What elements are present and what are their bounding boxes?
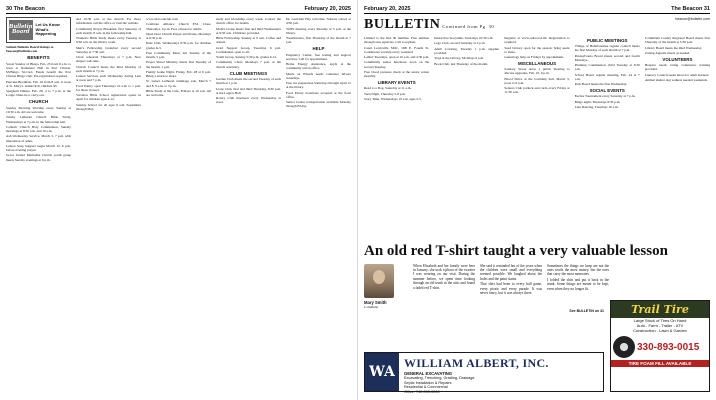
listing: TOPS meeting every Monday at 5 p.m. at the library. bbox=[286, 26, 351, 35]
listing: Free Community Meal, last Sunday of the month, 5 p.m. bbox=[146, 50, 211, 59]
ad-business-name: WILLIAM ALBERT, INC. bbox=[404, 356, 549, 370]
listing: Lions Club, first and third Thursday, 6:30 p.m. at the Legion Hall. bbox=[216, 86, 281, 95]
listing: Zoning Appeals meets as needed. bbox=[644, 50, 691, 55]
ad-line: Septic Installation & Repairs bbox=[404, 380, 452, 385]
listing: Sunday Morning Worship every Sunday at 10:30 a.m. All are welcome. bbox=[6, 105, 71, 115]
listing: Free blood pressure check at the senior center monthly. bbox=[364, 69, 430, 78]
listing: Pregnancy Center, free testing and support services. Call for appointment. bbox=[286, 52, 351, 61]
listing: Ladies' Tuesdays, open at 10 a.m. and 2:30 p.m. bbox=[364, 55, 430, 59]
page-number: 30 bbox=[6, 6, 13, 12]
ad-subtitle bbox=[611, 318, 709, 334]
section-heading-library: LIBRARY EVENTS bbox=[377, 80, 416, 86]
column-1 bbox=[364, 36, 429, 226]
listing: Hospice needs caring volunteers; training provided. bbox=[644, 63, 711, 72]
listing: Dr. Gretchen Hay welcome. Nations school at 4:30 p.m. bbox=[286, 17, 351, 26]
story-col-1 bbox=[413, 264, 475, 309]
submit-note: Submit Bulletin Board listings to beacon@bulletin.com bbox=[6, 45, 54, 54]
listing: Register at www.oakwood.lib. Registration is required. bbox=[504, 36, 570, 45]
listing: study and friendship every week. Contact the church office for details. bbox=[216, 17, 281, 26]
page-right bbox=[358, 0, 716, 400]
tire-icon bbox=[613, 336, 635, 358]
listing: Bible Study at the Cafe, Fridays at 10 a.m. All are welcome. bbox=[146, 88, 211, 97]
author-role: Columnist bbox=[364, 304, 379, 309]
section-heading-misc: MISCELLANEOUS bbox=[517, 61, 557, 67]
listing: Planning Commission, third Tuesday at 6:30 p.m. bbox=[574, 63, 640, 72]
column-2 bbox=[434, 36, 499, 226]
listing: Interactive Storytime, Saturdays 10:30 a.m. bbox=[434, 36, 494, 40]
listing: Church Council meets the third Monday of each month at 7 p.m. bbox=[76, 64, 141, 73]
ad-line: Excavating, Trenching, Grading, Drainage bbox=[404, 376, 475, 380]
ad-phone-block bbox=[611, 334, 709, 360]
ad-line: Residential & Commercial bbox=[404, 385, 448, 390]
listing: and 10:30 a.m. at the church. For more information call the office or visit the website. bbox=[76, 17, 141, 26]
listing: Ash Wednesday Service, March 5, 7 p.m. with imposition of ashes. bbox=[6, 134, 71, 143]
listing: Library Board meets the third Wednesday. bbox=[644, 45, 703, 50]
column-4 bbox=[575, 36, 640, 226]
listing: Mom's Group meets first and third Wednesdays at 9:30 a.m. Childcare provided. bbox=[216, 26, 281, 35]
listing: Community Prayer Breakfast, first Saturday of each month, 8 a.m. in the fellowship hall. bbox=[76, 26, 141, 35]
author-photo bbox=[364, 264, 394, 298]
listing: Seniors Club potluck and cards every Friday at 11:30 a.m. bbox=[504, 86, 570, 95]
listing: Pennsylvania Board meets second and fourth Mondays. bbox=[574, 53, 640, 62]
listing: Community Choir, Mondays 7 p.m. at the church sanctuary. bbox=[216, 60, 281, 69]
listing: Food Pantry open Thursdays 10 a.m. to 1 p.m. for those in need. bbox=[76, 83, 141, 92]
listing: Seed Library open for the season; bring seeds to share. bbox=[504, 45, 570, 54]
listing: Genealogy help on Fridays by appointment. bbox=[504, 55, 564, 59]
bulletin-tagline: Let Us Know What's Happening bbox=[35, 22, 60, 37]
listing: Choir rehearsal Thursdays at 7 p.m. New singers welcome. bbox=[76, 55, 141, 64]
listing: Family Game Night, Friday, Feb. 28 at 6 p.m. Bring a snack to share. bbox=[146, 69, 211, 78]
ad-trail-tire[interactable] bbox=[610, 300, 710, 392]
listing: Adult Coloring, Tuesday 1 p.m. supplies provided. bbox=[434, 46, 500, 55]
listing: Vacation Bible School registration opens in April for children ages 4-12. bbox=[76, 93, 141, 102]
ad-content bbox=[399, 353, 603, 394]
listing: Food Pantry donations accepted at the front office. bbox=[286, 90, 351, 99]
listing: Line Dancing, Tuesdays 10 a.m. bbox=[574, 104, 619, 109]
story-col-3 bbox=[547, 264, 609, 309]
masthead-continued: Continued from Pg. 30 bbox=[442, 24, 495, 29]
trail-tire-logo: Trail Tire bbox=[611, 301, 709, 318]
story-paragraph: She said it reminded her of the years when the children were small and everything seemed possible. We laughed about the holes and the paint stains. bbox=[480, 263, 542, 281]
ad-phone: 330-893-0015 bbox=[637, 341, 700, 353]
listing: Limited to the first 30 families. Free seminar through area agencies. Call to register. bbox=[364, 36, 430, 45]
listing: Lenten Soup Suppers begin March 12, 6 p.m. before evening prayer. bbox=[6, 143, 71, 153]
section-heading-clubs: CLUB MEETINGS bbox=[229, 70, 268, 76]
paper-name: The Beacon bbox=[671, 6, 703, 12]
listing: Kidz Club, Wednesdays 6:30 p.m. for children grades K-5. bbox=[146, 41, 211, 50]
listing: Literacy Council seeks tutors for adult learners. bbox=[644, 72, 710, 77]
listing: Story Time, Wednesdays 10 a.m. ages 2-5. bbox=[364, 96, 422, 101]
columns-left bbox=[6, 17, 351, 163]
listing: Community senior luncheon, noon on the second Tuesday. bbox=[364, 60, 430, 69]
listing: Men's Fellowship breakfast every second Saturday at 7:30 a.m. bbox=[76, 45, 141, 54]
contact-email: beacon@bulletin.com bbox=[675, 17, 710, 21]
byline bbox=[364, 264, 408, 309]
column-4 bbox=[216, 17, 281, 163]
listing: Prayer Shawl Ministry meets first Tuesday of the month, 1 p.m. bbox=[146, 60, 211, 69]
listing: Garden Club meets the second Tuesday of each month at 1 p.m. bbox=[216, 77, 281, 86]
bulletin-logo bbox=[6, 17, 71, 43]
column-5 bbox=[645, 36, 710, 226]
masthead-title: BULLETIN bbox=[364, 17, 441, 32]
listing: Sweet Sunday of Bingo, Feb. 23 from 9 a.m. to noon at Nathanael Hall in Port Clinton. $5/Bingo: $1/card. Funds benefit the Port Clinton Bingo club. Pre-registration required. bbox=[6, 61, 71, 79]
issue-date: February 20, 2025 bbox=[364, 6, 411, 12]
story-col-2 bbox=[480, 264, 542, 309]
continued-line: See BULLETIN on 31 bbox=[569, 308, 604, 313]
listing: Village of Bellefontaine regular council meets the first Monday of each month at 7 p.m. bbox=[574, 44, 640, 53]
listing: Meals on Wheels needs volunteer drivers weekdays. bbox=[286, 71, 351, 80]
listing: Women's Bible Study meets every Tuesday at 9:30 a.m. in the library room. bbox=[76, 36, 141, 45]
listing: Book Club, last Thursday of the month. bbox=[434, 61, 489, 66]
ad-line: Large Stock of Tires On Hand bbox=[633, 318, 687, 323]
section-heading-volunteers: VOLUNTEERS bbox=[662, 57, 693, 62]
ad-subtitle: GENERAL EXCAVATING bbox=[404, 371, 453, 376]
ad-line: Construction - Lawn & Garden bbox=[633, 327, 687, 333]
column-3 bbox=[504, 36, 569, 226]
listing: Senior Center transportation available Monday through Friday. bbox=[286, 100, 351, 109]
listing: Teen Night, Thursday 5-8 p.m. bbox=[364, 91, 406, 96]
author-name: Mary Smith bbox=[364, 299, 387, 305]
folio-right bbox=[364, 4, 710, 14]
listing: Sunday School for all ages 9 a.m. September through May. bbox=[76, 102, 141, 111]
listing: St. Luke's Lutheran rummage sale, March 7 and 8, 9 a.m. to 3 p.m. bbox=[146, 79, 211, 88]
listing: Catholic Church Holy Communion, Sunday mornings at 8:30 a.m. and 10 a.m. bbox=[6, 124, 71, 134]
listing: Columbian County Regional Board meets first Thursday of the month at 5:30 p.m. bbox=[644, 36, 711, 45]
listing: Bible Fellowship, Sunday at 9 a.m. Coffee and donuts. bbox=[216, 36, 281, 45]
ad-services bbox=[404, 376, 598, 394]
ad-tagline: TIRE FOAM FILL AVAILABLE bbox=[611, 360, 709, 367]
ad-line: Office: 740-000-0000 bbox=[404, 389, 440, 394]
listing: Spaghetti Dinner, Feb. 28, 4 to 7 p.m. at the Lodge. Dine-in or carry-out. bbox=[6, 89, 71, 98]
column-5 bbox=[286, 17, 351, 163]
listing: Toastmasters, first Thursday of the month at 7 p.m. bbox=[286, 36, 351, 45]
listing: Canal Lewisville SMC, 16B E. Fourth St. Continuous worship every weekend. bbox=[364, 45, 430, 54]
story-paragraph: I folded the shirt and put it back in the trunk. Some things are meant to be kept, even when they no longer fit. bbox=[547, 277, 609, 291]
listing: Read to a Dog, Saturday at 11 a.m. bbox=[364, 86, 412, 91]
listing: Open Door Church Prayer and Praise, Mondays at 6:30 p.m. bbox=[146, 31, 211, 40]
listing: www.oh-bookclub.com bbox=[146, 17, 178, 21]
listing: Lego Club, second Saturday at 2 p.m. bbox=[434, 41, 486, 46]
section-heading-help: HELP bbox=[312, 46, 325, 52]
listing: Grief Support Group, Tuesdays 6 p.m. Confidential, open to all. bbox=[216, 45, 281, 54]
paper-name: The Beacon bbox=[13, 6, 45, 12]
bulletin-masthead bbox=[364, 17, 710, 33]
listing: School Board regular meeting, Feb. 24 at 7 p.m. bbox=[574, 72, 640, 81]
section-heading-public-meetings: PUBLIC MEETINGS bbox=[586, 38, 628, 43]
section-heading-church: CHURCH bbox=[28, 99, 49, 105]
wa-logo: WA bbox=[365, 353, 399, 391]
listing: Free tax preparation Saturdays through April 15 at the library. bbox=[286, 81, 351, 90]
listing: Grace United Methodist Church youth group meets Sunday evenings at 6 p.m. bbox=[6, 153, 71, 162]
story-headline: An old red T-shirt taught a very valuable lesson bbox=[364, 243, 668, 259]
listing: Yoga at the Library, Mondays 6 p.m. bbox=[434, 56, 485, 61]
listing: Blood Drive at the township hall, March 3, noon to 6 p.m. bbox=[504, 76, 570, 85]
listing: Bingo night, Thursdays 6:30 p.m. bbox=[574, 99, 621, 104]
listing: Pancake Breakfast, Feb. 22 from 8 a.m. to noon at St. Mary's. Adults $10, children $5. bbox=[6, 79, 71, 88]
listing: Park Board meets the first Wednesday. bbox=[574, 82, 627, 86]
section-heading-benefits: BENEFITS bbox=[27, 55, 50, 61]
ad-line: Auto - Farm - Trailer - ATV bbox=[636, 322, 684, 328]
story-paragraph: Sometimes the things we keep are not the ones worth the most money, but the ones that carry the most memories. bbox=[547, 263, 609, 277]
listing: Rotary Club luncheon every Wednesday at noon. bbox=[216, 96, 281, 105]
section-heading-social: SOCIAL EVENTS bbox=[589, 88, 625, 94]
listing: Celebrate Alliance Church ESL Class, Thursdays, 6 p.m. Free classes for adults. bbox=[146, 22, 211, 31]
bulletin-badge: Bulletin Board bbox=[9, 20, 33, 40]
story-paragraph: When Elizabeth and her family were here in January, she took a photo of the sweater I was wearing on our visit. During the summer before, we spent time looking through an old trunk in the attic and found a faded red T-shirt. bbox=[413, 263, 475, 290]
column-1 bbox=[6, 17, 71, 163]
listing: Euchre Tournament every Saturday at 7 p.m. bbox=[574, 94, 636, 99]
column-2 bbox=[76, 17, 141, 163]
page-number: 31 bbox=[703, 6, 710, 12]
ad-william-albert[interactable] bbox=[364, 352, 604, 392]
listing: Trinity Lutheran Church Bible Study, Wednesdays at 7 p.m. in the fellowship hall. bbox=[6, 115, 71, 124]
column-3 bbox=[146, 17, 211, 163]
story-paragraph: That shirt had been to every ball game, every picnic and every parade. It was never fancy, but it was always there. bbox=[480, 282, 542, 296]
listing: Lenten Services each Wednesday during Lent at noon and 7 p.m. bbox=[76, 74, 141, 83]
listing: Youth Group, Sunday 5:30 p.m. grades 6-12. bbox=[216, 55, 277, 59]
issue-date: February 20, 2025 bbox=[304, 6, 351, 12]
listing: Sanitary Sewer Area: a public meeting to discuss upgrades, Feb. 25, 6 p.m. bbox=[504, 67, 570, 76]
listing: Animal shelter dog walkers needed weekends. bbox=[644, 77, 708, 82]
listing: Home Energy Assistance, apply at the community action office. bbox=[286, 62, 351, 71]
columns-right bbox=[364, 36, 710, 226]
folio-left bbox=[6, 4, 351, 14]
